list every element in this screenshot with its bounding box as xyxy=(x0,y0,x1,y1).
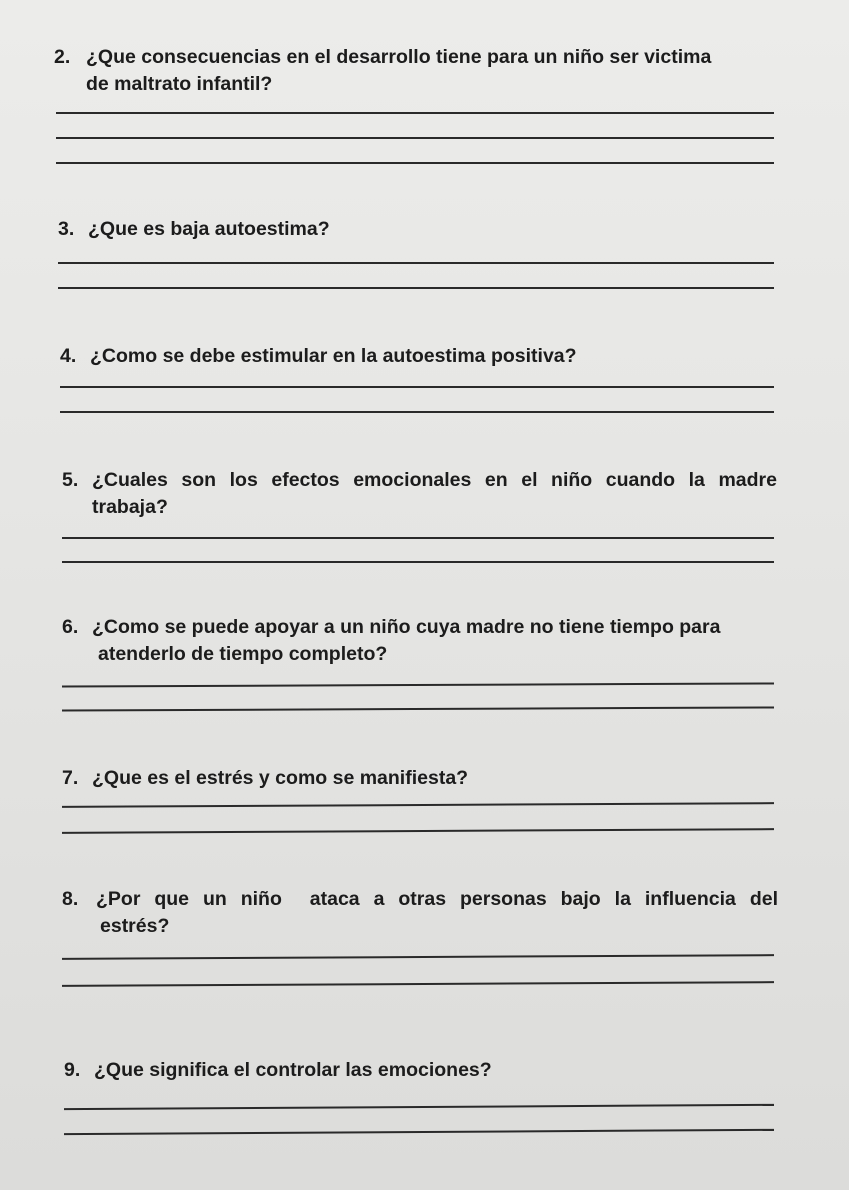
answer-line[interactable] xyxy=(60,411,774,413)
question-text-line-1: ¿Por que un niño ataca a otras personas bajo la influencia del xyxy=(96,888,778,910)
question-number: 8. xyxy=(62,888,79,910)
answer-line[interactable] xyxy=(56,137,774,139)
question-text-line-1: ¿Que significa el controlar las emociones? xyxy=(94,1059,492,1081)
question-number: 7. xyxy=(62,767,79,789)
answer-line[interactable] xyxy=(56,112,774,114)
question-number: 3. xyxy=(58,218,75,240)
answer-line[interactable] xyxy=(62,706,774,711)
question-number: 5. xyxy=(62,469,79,491)
answer-line[interactable] xyxy=(62,954,774,960)
question-9 xyxy=(64,1057,780,1084)
question-text-line-2: estrés? xyxy=(100,915,170,937)
answer-line[interactable] xyxy=(64,1104,774,1110)
question-text-line-1: ¿Que es el estrés y como se manifiesta? xyxy=(92,767,469,789)
answer-line[interactable] xyxy=(60,386,774,388)
question-5 xyxy=(62,467,777,521)
question-number: 4. xyxy=(60,345,77,367)
question-text-line-2: atenderlo de tiempo completo? xyxy=(98,643,388,665)
question-4 xyxy=(60,343,780,370)
answer-line[interactable] xyxy=(62,682,774,687)
answer-line[interactable] xyxy=(58,287,774,289)
answer-line[interactable] xyxy=(58,262,774,264)
answer-line[interactable] xyxy=(62,981,774,987)
question-text-line-2: de maltrato infantil? xyxy=(86,73,273,95)
question-number: 2. xyxy=(54,46,71,68)
question-text-line-1: ¿Que es baja autoestima? xyxy=(88,218,330,240)
answer-line[interactable] xyxy=(62,561,774,563)
question-number: 9. xyxy=(64,1059,81,1081)
question-text-line-1: ¿Cuales son los efectos emocionales en el niño cuando la madre xyxy=(92,469,777,491)
answer-line[interactable] xyxy=(62,537,774,539)
question-8 xyxy=(62,886,778,940)
question-number: 6. xyxy=(62,616,79,638)
answer-line[interactable] xyxy=(62,802,774,808)
question-text-line-1: ¿Como se puede apoyar a un niño cuya madre no tiene tiempo para xyxy=(92,616,721,638)
question-2 xyxy=(54,44,780,98)
answer-line[interactable] xyxy=(62,828,774,834)
question-text-line-1: ¿Que consecuencias en el desarrollo tiene para un niño ser victima xyxy=(86,46,712,68)
question-text-line-2: trabaja? xyxy=(92,496,168,518)
question-3 xyxy=(58,216,780,243)
question-6 xyxy=(62,614,780,668)
answer-line[interactable] xyxy=(64,1129,774,1135)
question-7 xyxy=(62,765,780,792)
question-text-line-1: ¿Como se debe estimular en la autoestima positiva? xyxy=(90,345,577,367)
answer-line[interactable] xyxy=(56,162,774,164)
